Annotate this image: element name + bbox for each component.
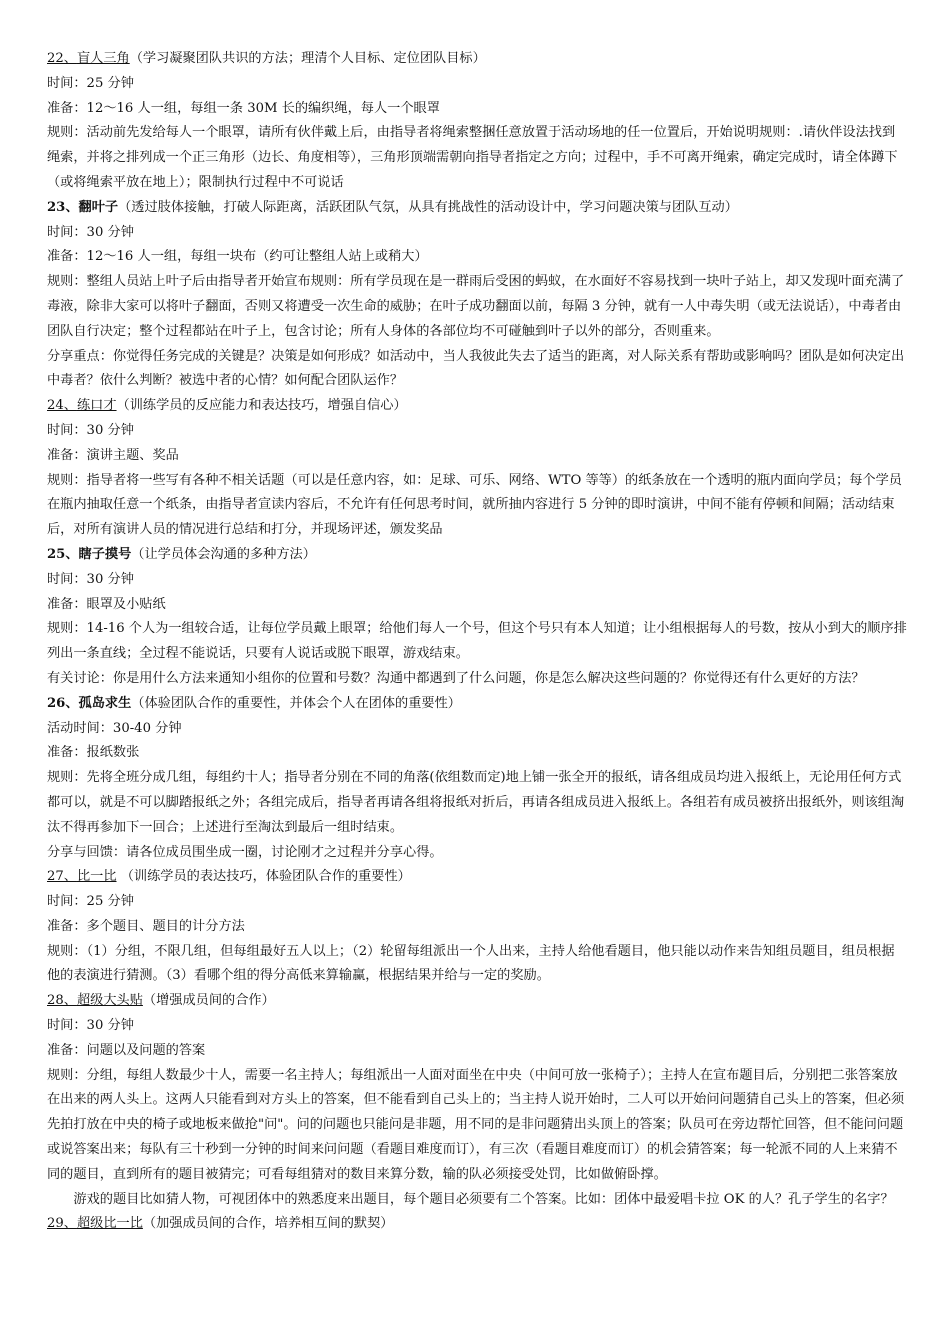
section-description: （加强成员间的合作，培养相互间的默契）: [142, 1216, 394, 1232]
section-number: 24、: [47, 398, 77, 414]
section-name: 超级比一比: [76, 1216, 143, 1232]
section-name: 瞎子摸号: [78, 546, 132, 562]
section-number: 27、: [47, 869, 77, 885]
time-line: 时间：30 分钟: [47, 422, 134, 438]
time-line: 时间：30 分钟: [47, 571, 134, 587]
rules-paragraph: 规则：分组，每组人数最少十人，需要一名主持人；每组派出一人面对面坐在中央（中间可放一张椅子）；主持人在宣布题目后，分别把二张答案放在出来的两人头上。这两人只能看到对方头上的答案，但不能看到自己头上的；当主持人说开始时，二人可以开始问问题猜自己头上的答案，但必须先拍打放在中央的椅子或地板来做抢"问"。问的问题也只能问是非题，用不同的是非问题猜出头顶上的答案；队员可在旁边帮忙回答，但不能问问题或说答案出来；每队有三十秒到一分钟的时间来问问题（看题目难度而订），有三次（看题目难度而订）的机会猜答案；每一轮派不同的人上来猜不同的题目，直到所有的题目被猜完；可看每组猜对的数目来算分数，输的队必须接受处罚，比如做俯卧撑。: [47, 1067, 905, 1182]
section-name: 翻叶子: [78, 199, 119, 215]
section-name: 盲人三角: [76, 51, 130, 66]
preparation-line: 准备：演讲主题、奖品: [47, 447, 179, 463]
rules-paragraph: 规则：（1）分组，不限几组，但每组最好五人以上；（2）轮留每组派出一个人出来，主持人给他看题目，他只能以动作来告知组员题目，组员根据他的表演进行猜测。（3）看哪个组的得分高低来算输赢，根据结果并给与一定的奖励。: [47, 943, 895, 984]
section-description: （训练学员的反应能力和表达技巧，增强自信心）: [116, 398, 407, 414]
section-description: （学习凝聚团队共识的方法；理清个人目标、定位团队目标）: [129, 51, 486, 66]
section-number: 23、: [47, 199, 79, 215]
time-line: 时间：25 分钟: [47, 75, 134, 91]
note-paragraph: 游戏的题目比如猜人物，可视团体中的熟悉度来出题目，每个题目必须要有二个答案。比如：团体中最爱唱卡拉 OK 的人？孔子学生的名字？: [73, 1191, 894, 1207]
section-title-27: [47, 865, 907, 890]
section-description: （训练学员的表达技巧，体验团队合作的重要性）: [116, 869, 411, 885]
section-title-28: [47, 989, 907, 1014]
section-title-22: [47, 47, 907, 72]
section-name: 超级大头贴: [76, 993, 143, 1009]
time-line: 时间：30 分钟: [47, 1018, 134, 1034]
section-title-29: [47, 1212, 907, 1237]
rules-paragraph: 规则：指导者将一些写有各种不相关话题（可以是任意内容，如：足球、可乐、网络、WTO 等等）的纸条放在一个透明的瓶内面向学员；每个学员在瓶内抽取任意一个纸条，由指导者宣读内容后，不允许有任何思考时间，就所抽内容进行 5 分钟的即时演讲，中间不能有停顿和间隔；活动结束后，对所有演讲人员的情况进行总结和打分，并现场评述，颁发奖品: [47, 472, 902, 538]
section-title-25: [47, 543, 907, 568]
rules-paragraph: 规则：整组人员站上叶子后由指导者开始宣布规则：所有学员现在是一群雨后受困的蚂蚁，在水面好不容易找到一块叶子站上，却又发现叶面充满了毒液，除非大家可以将叶子翻面，否则又将遭受一次生命的威胁；在叶子成功翻面以前，每隔 3 分钟，就有一人中毒失明（或无法说话），中毒者由团队自行决定；整个过程都站在叶子上，包含讨论；所有人身体的各部位均不可碰触到叶子以外的部分，否则重来。: [47, 274, 905, 339]
section-name: 比一比: [76, 869, 117, 885]
preparation-line: 准备：问题以及问题的答案: [47, 1042, 206, 1058]
sharing-paragraph: 分享重点：你觉得任务完成的关键是？决策是如何形成？如活动中，当人我彼此失去了适当的距离，对人际关系有帮助或影响吗？团队是如何决定出中毒者？依什么判断？被选中者的心情？如何配合团队运作？: [47, 348, 905, 389]
section-title-26: [47, 692, 907, 717]
time-line: 时间：25 分钟: [47, 894, 134, 910]
rules-paragraph: 规则：活动前先发给每人一个眼罩，请所有伙伴戴上后，由指导者将绳索整捆任意放置于活动场地的任一位置后，开始说明规则：.请伙伴设法找到绳索，并将之排列成一个正三角形（边长、角度相等），三角形顶端需朝向指导者指定之方向；过程中，手不可离开绳索，确定完成时，请全体蹲下（或将绳索平放在地上）；限制执行过程中不可说话: [47, 125, 898, 190]
rules-paragraph: 规则：先将全班分成几组，每组约十人；指导者分别在不同的角落(依组数而定)地上铺一张全开的报纸，请各组成员均进入报纸上，无论用任何方式都可以，就是不可以脚踏报纸之外；各组完成后，指导者再请各组将报纸对折后，再请各组成员进入报纸上。各组若有成员被挤出报纸外，则该组淘汰不得再参加下一回合；上述进行至淘汰到最后一组时结束。: [47, 770, 905, 835]
preparation-line: 准备：眼罩及小贴纸: [47, 596, 166, 612]
time-line: 活动时间：30-40 分钟: [47, 720, 182, 736]
section-number: 26、: [47, 695, 79, 711]
section-title-24: [47, 394, 907, 419]
section-number: 25、: [47, 546, 79, 562]
preparation-line: 准备：12～16 人一组，每组一条 30M 长的编织绳，每人一个眼罩: [47, 100, 440, 116]
preparation-line: 准备：12～16 人一组，每组一块布（约可让整组人站上或稍大）: [47, 249, 428, 265]
section-description: （增强成员间的合作）: [142, 993, 275, 1009]
section-title-23: [47, 196, 907, 221]
section-description: （透过肢体接触，打破人际距离，活跃团队气氛，从具有挑战性的活动设计中，学习问题决策与团队互动）: [118, 199, 738, 215]
sharing-paragraph: 分享与回馈：请各位成员围坐成一圈，讨论刚才之过程并分享心得。: [47, 844, 443, 860]
preparation-line: 准备：报纸数张: [47, 745, 140, 761]
discussion-paragraph: 有关讨论：你是用什么方法来通知小组你的位置和号数？沟通中都遇到了什么问题，你是怎么解决这些问题的？你觉得还有什么更好的方法？: [47, 670, 865, 686]
section-number: 29、: [47, 1216, 77, 1232]
section-name: 练口才: [76, 398, 117, 414]
section-description: （让学员体会沟通的多种方法）: [131, 546, 316, 562]
preparation-line: 准备：多个题目、题目的计分方法: [47, 918, 245, 934]
section-description: （体验团队合作的重要性，并体会个人在团体的重要性）: [131, 695, 461, 711]
section-number: 28、: [47, 993, 77, 1009]
rules-paragraph: 规则：14-16 个人为一组较合适，让每位学员戴上眼罩；给他们每人一个号，但这个号只有本人知道；让小组根据每人的号数，按从小到大的顺序排列出一条直线；全过程不能说话，只要有人说话或脱下眼罩，游戏结束。: [47, 621, 907, 662]
time-line: 时间：30 分钟: [47, 224, 134, 240]
section-number: 22、: [47, 51, 77, 66]
section-name: 孤岛求生: [78, 695, 132, 711]
